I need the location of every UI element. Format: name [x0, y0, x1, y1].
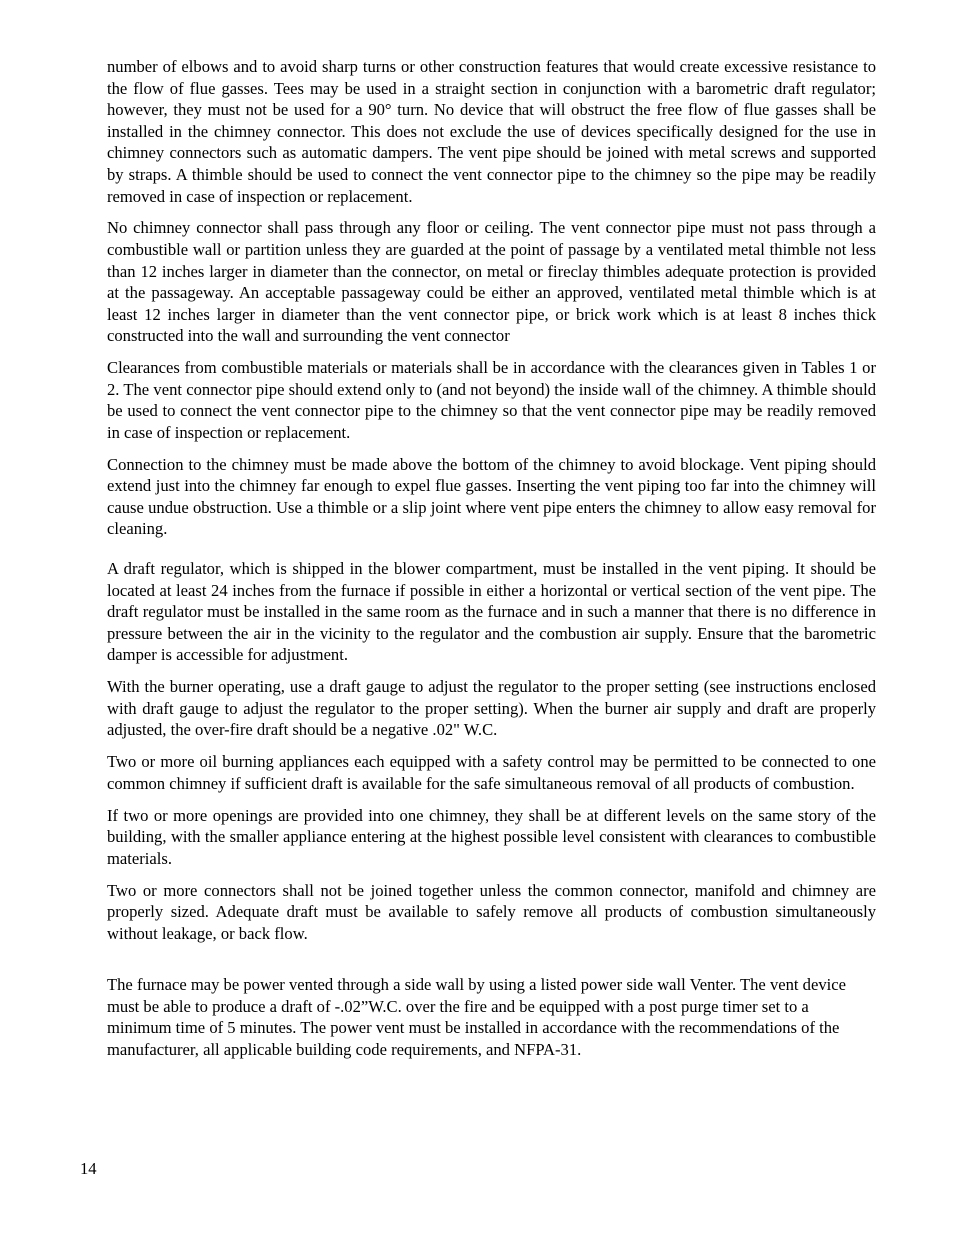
paragraph-chimney-connector-passage: No chimney connector shall pass through any floor or ceiling. The vent connector pipe must not pass through a combustible wall or partition unless they are guarded at the point of passage by a ventilated metal thimble not less than 12 inches larger in diameter than the connector, on metal or fireclay thimbles adequate protection is provided at the passageway. An acceptable passageway could be either an approved, ventilated metal thimble which is at least 12 inches larger in diameter than the vent connector pipe, or brick work which is at least 8 inches thick constructed into the wall and surrounding the vent connector	[107, 218, 876, 346]
paragraph-draft-regulator: A draft regulator, which is shipped in the blower compartment, must be installed in the vent piping. It should be located at least 24 inches from the furnace if possible in either a horizontal or vertical section of the vent pipe. The draft regulator must be installed in the same room as the furnace and in such a manner that there is no difference in pressure between the air in the vicinity to the regulator and the combustion air supply. Ensure that the barometric damper is accessible for adjustment.	[107, 559, 876, 665]
paragraph-multiple-appliances: Two or more oil burning appliances each equipped with a safety control may be permitted to be connected to one common chimney if sufficient draft is available for the safe simultaneous removal of all products of combustion.	[107, 752, 876, 793]
paragraph-joined-connectors: Two or more connectors shall not be joined together unless the common connector, manifold and chimney are properly sized. Adequate draft must be available to safely remove all products of combustion simultaneously without leakage, or back flow.	[107, 880, 876, 943]
page-number: 14	[80, 1159, 97, 1178]
paragraph-draft-gauge: With the burner operating, use a draft gauge to adjust the regulator to the proper setting (see instructions enclosed with draft gauge to adjust the regulator to the proper setting). When the burner air supply and draft are properly adjusted, the over-fire draft should be a negative .02" W.C.	[107, 677, 876, 740]
paragraph-clearances: Clearances from combustible materials or materials shall be in accordance with the clearances given in Tables 1 or 2. The vent connector pipe should extend only to (and not beyond) the inside wall of the chimney. A thimble should be used to connect the vent connector pipe to the chimney so that the vent connector pipe may be readily removed in case of inspection or replacement.	[107, 358, 876, 442]
paragraph-power-venting: The furnace may be power vented through a side wall by using a listed power side wall Venter. The vent device must be able to produce a draft of -.02”W.C. over the fire and be equipped with a post purge timer set to a minimum time of 5 minutes. The power vent must be installed in accordance with the recommendations of the manufacturer, all applicable building code requirements, and NFPA-31.	[107, 975, 846, 1060]
paragraph-elbows-and-tees: number of elbows and to avoid sharp turns or other construction features that would create excessive resistance to the flow of flue gasses. Tees may be used in a straight section in conjunction with a barometric draft regulator; however, they must not be used for a 90° turn. No device that will obstruct the free flow of flue gasses shall be installed in the chimney connector. This does not exclude the use of devices specifically designed for the use in chimney connectors such as automatic dampers. The vent pipe should be joined with metal screws and supported by straps. A thimble should be used to connect the vent connector pipe to the chimney so the pipe may be readily removed in case of inspection or replacement.	[107, 57, 876, 206]
paragraph-multiple-openings: If two or more openings are provided into one chimney, they shall be at different levels on the same story of the building, with the smaller appliance entering at the highest possible level consistent with clearances to combustible materials.	[107, 805, 876, 868]
page-body	[107, 56, 876, 1061]
paragraph-chimney-connection: Connection to the chimney must be made above the bottom of the chimney to avoid blockage. Vent piping should extend just into the chimney far enough to expel flue gasses. Inserting the vent piping too far into the chimney will cause undue obstruction. Use a thimble or a slip joint where vent pipe enters the chimney to allow easy removal for cleaning.	[107, 454, 876, 539]
